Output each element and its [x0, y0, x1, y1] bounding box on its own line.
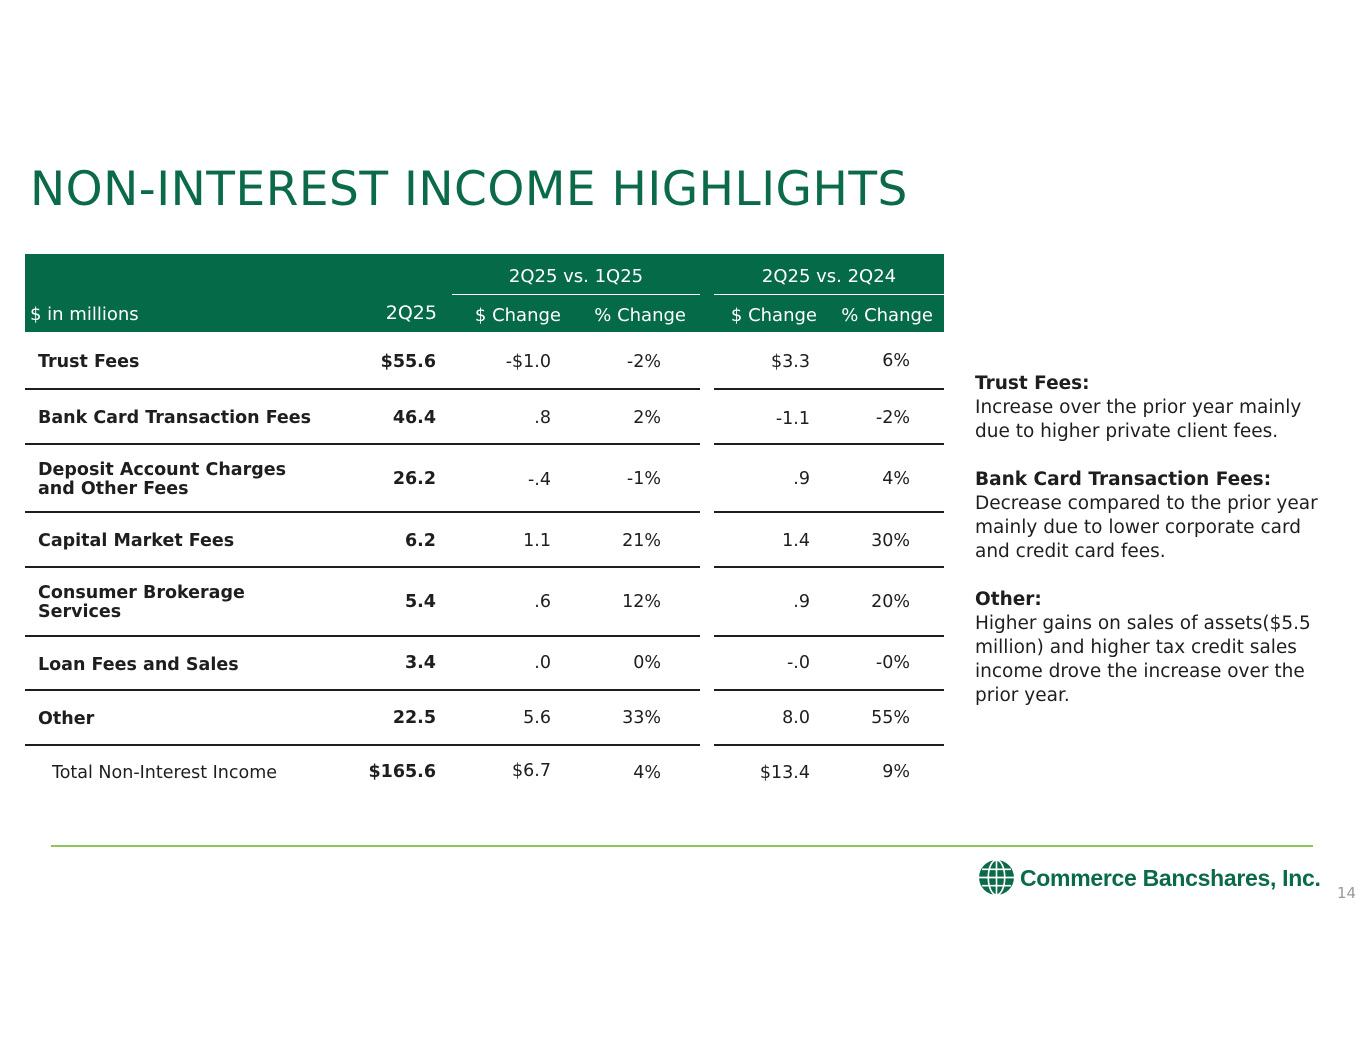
cell-yoy-pct: 30% — [871, 531, 910, 551]
group1-header: 2Q25 vs. 1Q25 — [508, 266, 644, 287]
table-row — [25, 513, 944, 567]
total-qoq-dollar: $6.7 — [512, 761, 551, 781]
cell-qoq-dollar: .8 — [534, 408, 551, 428]
cell-qoq-pct: 2% — [633, 408, 661, 428]
page-number: 14 — [1337, 884, 1357, 902]
commentary-heading: Bank Card Transaction Fees: — [975, 469, 1272, 490]
commentary-text: Increase over the prior year mainly due to higher private client fees. — [975, 397, 1302, 442]
row-label: Loan Fees and Sales — [38, 655, 239, 675]
group2-pct-change-header: % Change — [841, 305, 933, 326]
cell-2q25: 5.4 — [404, 592, 436, 612]
total-qoq-pct: 4% — [633, 763, 661, 783]
cell-yoy-dollar: -.0 — [786, 653, 810, 673]
commentary-text: Higher gains on sales of assets($5.5 million) and higher tax credit sales income drove the increase over the prior year. — [975, 613, 1311, 706]
cell-yoy-pct: -0% — [875, 653, 910, 673]
cell-yoy-dollar: -1.1 — [775, 409, 810, 429]
company-name: Commerce Bancshares, Inc. — [1020, 865, 1321, 891]
commentary-text: Decrease compared to the prior year mainly due to lower corporate card and credit card fees. — [975, 493, 1318, 562]
cell-qoq-pct: -1% — [626, 469, 661, 489]
cell-qoq-pct: 33% — [622, 708, 661, 728]
cell-2q25: 3.4 — [404, 653, 436, 673]
globe-icon — [978, 859, 1015, 896]
cell-qoq-dollar: -$1.0 — [505, 352, 551, 372]
group2-rule — [714, 294, 944, 295]
table-row — [25, 332, 944, 388]
group2-header: 2Q25 vs. 2Q24 — [761, 266, 897, 287]
table-row — [25, 691, 944, 745]
total-yoy-dollar: $13.4 — [759, 763, 810, 783]
total-yoy-pct: 9% — [882, 762, 910, 782]
cell-2q25: 46.4 — [392, 408, 436, 428]
cell-yoy-dollar: 1.4 — [782, 531, 810, 551]
cell-qoq-dollar: .6 — [534, 592, 551, 612]
row-label: Deposit Account Charges and Other Fees — [38, 460, 287, 499]
cell-qoq-dollar: -.4 — [527, 470, 551, 490]
current-quarter-header: 2Q25 — [385, 302, 437, 324]
row-label: Other — [38, 709, 95, 729]
group1-dollar-change-header: $ Change — [474, 305, 561, 326]
cell-yoy-pct: 4% — [882, 469, 910, 489]
table-row — [25, 445, 944, 511]
cell-qoq-dollar: .0 — [534, 653, 551, 673]
total-row — [25, 746, 944, 794]
cell-2q25: 6.2 — [404, 531, 436, 551]
cell-qoq-dollar: 1.1 — [523, 531, 551, 551]
row-label: Capital Market Fees — [38, 531, 235, 551]
cell-2q25: 26.2 — [392, 469, 436, 489]
group1-pct-change-header: % Change — [594, 305, 686, 326]
units-label: $ in millions — [30, 304, 139, 325]
cell-yoy-pct: -2% — [875, 408, 910, 428]
cell-qoq-pct: 12% — [622, 592, 661, 612]
page-title: NON-INTEREST INCOME HIGHLIGHTS — [30, 162, 908, 217]
group1-rule — [452, 294, 700, 295]
row-label: Consumer Brokerage Services — [38, 583, 245, 622]
cell-yoy-pct: 55% — [871, 708, 910, 728]
commentary-heading: Other: — [975, 589, 1042, 610]
commentary-heading: Trust Fees: — [975, 373, 1090, 394]
cell-qoq-pct: 0% — [633, 653, 661, 673]
total-2q25: $165.6 — [368, 762, 436, 782]
table-row — [25, 637, 944, 690]
cell-yoy-dollar: .9 — [793, 592, 810, 612]
row-label: Trust Fees — [38, 352, 140, 372]
cell-qoq-pct: -2% — [626, 352, 661, 372]
cell-2q25: 22.5 — [392, 708, 436, 728]
cell-yoy-dollar: .9 — [793, 469, 810, 489]
table-header — [25, 254, 944, 332]
cell-qoq-dollar: 5.6 — [523, 708, 551, 728]
cell-2q25: $55.6 — [380, 352, 436, 372]
group2-dollar-change-header: $ Change — [730, 305, 817, 326]
cell-qoq-pct: 21% — [622, 531, 661, 551]
cell-yoy-dollar: 8.0 — [782, 708, 810, 728]
cell-yoy-dollar: $3.3 — [771, 352, 810, 372]
table-row — [25, 568, 944, 635]
total-label: Total Non-Interest Income — [52, 763, 278, 783]
footer-divider — [51, 845, 1313, 847]
row-label: Bank Card Transaction Fees — [38, 408, 312, 428]
cell-yoy-pct: 20% — [871, 592, 910, 612]
commentary-panel — [975, 372, 1335, 708]
income-table — [25, 254, 944, 794]
table-row — [25, 390, 944, 444]
cell-yoy-pct: 6% — [882, 351, 910, 371]
